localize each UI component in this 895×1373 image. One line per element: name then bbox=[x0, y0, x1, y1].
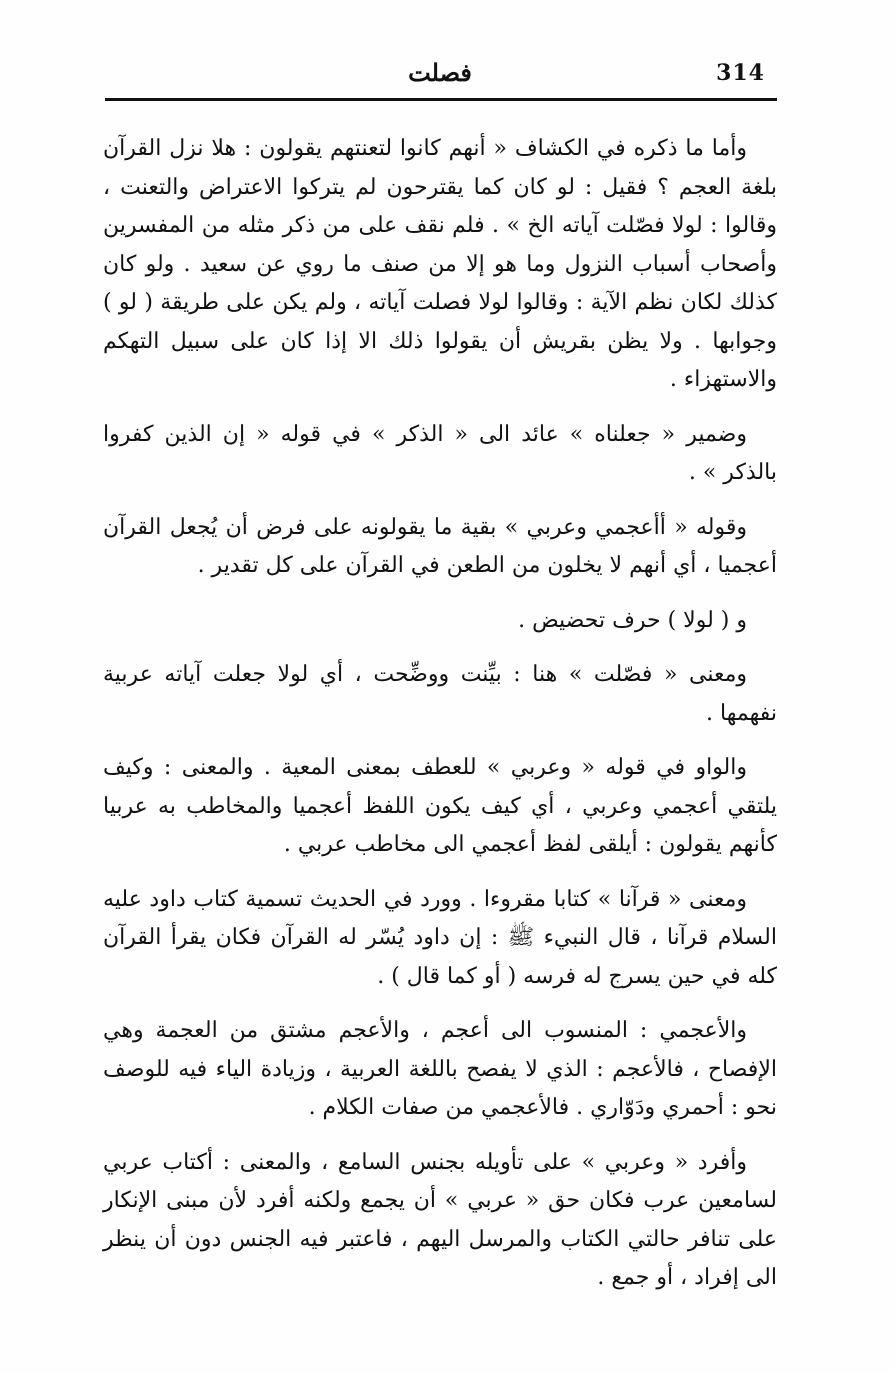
paragraph-3: وقوله « أأعجمي وعربي » بقية ما يقولونه على فرض أن يُجعل القرآن أعجميا ، أي أنهم لا يخلون من الطعن في القرآن على كل تقدير . bbox=[103, 514, 777, 578]
paragraph-9: وأفرد « وعربي » على تأويله بجنس السامع ، والمعنى : أكتاب عربي لسامعين عرب فكان حق « عربي » أن يجمع ولكنه أفرد لأن مبنى الإنكار على تنافر حالتي الكتاب والمرسل اليهم ، فاعتبر فيه الجنس دون أن ينظر الى إفراد ، أو جمع . bbox=[103, 1149, 777, 1290]
paragraph-8: والأعجمي : المنسوب الى أعجم ، والأعجم مشتق من العجمة وهي الإفصاح ، فالأعجم : الذي لا يفصح باللغة العربية ، وزيادة الياء فيه للوصف نحو : أحمري ودَوّاري . فالأعجمي من صفات الكلام . bbox=[103, 1018, 777, 1120]
paragraph-7: ومعنى « قرآنا » كتابا مقروءا . وورد في الحديث تسمية كتاب داود عليه السلام قرآنا ، قال النبيء ﷺ : إن داود يُسّر له القرآن فكان يقرأ القرآن كله في حين يسرج له فرسه ( أو كما قال ) . bbox=[103, 886, 777, 989]
paragraph-2: وضمير « جعلناه » عائد الى « الذكر » في قوله « إن الذين كفروا بالذكر » . bbox=[103, 421, 777, 485]
body-text bbox=[103, 130, 777, 1314]
header-divider bbox=[105, 98, 777, 101]
paragraph-4: و ( لولا ) حرف تحضيض . bbox=[518, 607, 747, 633]
paragraph-1: وأما ما ذكره في الكشاف « أنهم كانوا لتعنتهم يقولون : هلا نزل القرآن بلغة العجم ؟ فقيل : لو كان كما يقترحون لم يتركوا الاعتراض والتعنت ، وقالوا : لولا فصّلت آياته الخ » . فلم نقف على من ذكر مثله من المفسرين وأصحاب أسباب النزول وما هو إلا من صنف ما روي عن سعيد . ولو كان كذلك لكان نظم الآية : وقالوا لولا فصلت آياته ، ولم يكن على طريقة ( لو ) وجوابها . ولا يظن بقريش أن يقولوا ذلك الا إذا كان على سبيل التهكم والاستهزاء . bbox=[103, 136, 777, 392]
chapter-title: فصلت bbox=[408, 58, 472, 87]
paragraph-5: ومعنى « فصّلت » هنا : بيِّنت ووضِّحت ، أي لولا جعلت آياته عربية نفهمها . bbox=[103, 662, 777, 726]
page-number: 314 bbox=[716, 60, 765, 86]
page-header bbox=[105, 52, 775, 96]
paragraph-6: والواو في قوله « وعربي » للعطف بمعنى المعية . والمعنى : وكيف يلتقي أعجمي وعربي ، أي كيف يكون اللفظ أعجميا والمخاطب به عربيا كأنهم يقولون : أيلقى لفظ أعجمي الى مخاطب عربي . bbox=[103, 755, 777, 857]
